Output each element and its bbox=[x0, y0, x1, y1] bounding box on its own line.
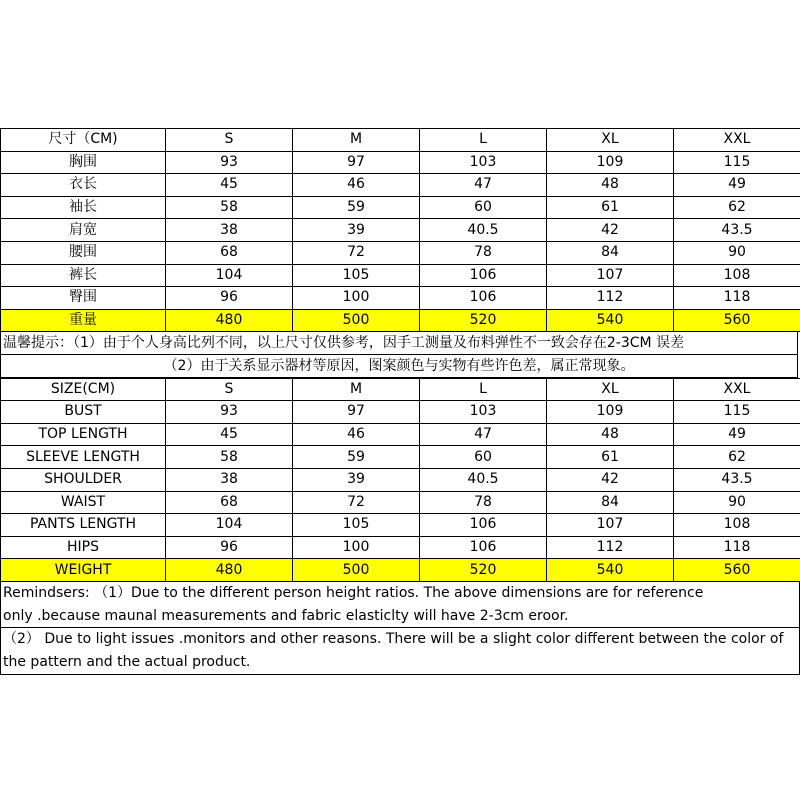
table-row bbox=[1, 309, 800, 332]
measurement-cell: 68 bbox=[166, 491, 293, 514]
chinese-note-2: （2）由于关系显示器材等原因，图案颜色与实物有些许色差，属正常现象。 bbox=[0, 355, 798, 378]
measurement-cell: 106 bbox=[420, 287, 547, 310]
table-row bbox=[1, 536, 800, 559]
table-row bbox=[1, 514, 800, 537]
size-header-cell: M bbox=[293, 378, 420, 401]
table-row bbox=[1, 151, 800, 174]
chinese-size-table bbox=[0, 128, 800, 332]
measurement-cell: 38 bbox=[166, 468, 293, 491]
measurement-cell: 118 bbox=[674, 287, 800, 310]
size-header-cell: M bbox=[293, 129, 420, 152]
size-header-cell: L bbox=[420, 378, 547, 401]
table-row bbox=[1, 559, 800, 582]
size-header-cell: S bbox=[166, 378, 293, 401]
size-header-cell: XXL bbox=[674, 129, 800, 152]
measurement-cell: 58 bbox=[166, 446, 293, 469]
measurement-cell: 112 bbox=[547, 536, 674, 559]
measurement-cell: 540 bbox=[547, 309, 674, 332]
measurement-cell: 103 bbox=[420, 401, 547, 424]
row-label: WEIGHT bbox=[1, 559, 166, 582]
table-row bbox=[1, 423, 800, 446]
row-label: 重量 bbox=[1, 309, 166, 332]
english-note-line-3: （2） Due to light issues .monitors and other reasons. There will be a slight color different between the color of bbox=[3, 631, 784, 648]
row-label: TOP LENGTH bbox=[1, 423, 166, 446]
measurement-cell: 520 bbox=[420, 309, 547, 332]
measurement-cell: 115 bbox=[674, 401, 800, 424]
measurement-cell: 100 bbox=[293, 536, 420, 559]
measurement-cell: 49 bbox=[674, 423, 800, 446]
row-label: PANTS LENGTH bbox=[1, 514, 166, 537]
measurement-cell: 38 bbox=[166, 219, 293, 242]
measurement-cell: 84 bbox=[547, 241, 674, 264]
measurement-cell: 45 bbox=[166, 174, 293, 197]
measurement-cell: 112 bbox=[547, 287, 674, 310]
table-row bbox=[1, 174, 800, 197]
measurement-cell: 118 bbox=[674, 536, 800, 559]
table-row bbox=[1, 219, 800, 242]
row-label: 胸围 bbox=[1, 151, 166, 174]
measurement-cell: 107 bbox=[547, 264, 674, 287]
measurement-cell: 72 bbox=[293, 241, 420, 264]
row-label: 腰围 bbox=[1, 241, 166, 264]
size-header-cell: XL bbox=[547, 378, 674, 401]
row-label: 袖长 bbox=[1, 196, 166, 219]
measurement-cell: 115 bbox=[674, 151, 800, 174]
measurement-cell: 46 bbox=[293, 423, 420, 446]
measurement-cell: 100 bbox=[293, 287, 420, 310]
measurement-cell: 103 bbox=[420, 151, 547, 174]
measurement-cell: 62 bbox=[674, 196, 800, 219]
table-row bbox=[1, 264, 800, 287]
measurement-cell: 106 bbox=[420, 514, 547, 537]
measurement-cell: 93 bbox=[166, 151, 293, 174]
measurement-cell: 61 bbox=[547, 196, 674, 219]
measurement-cell: 108 bbox=[674, 514, 800, 537]
measurement-cell: 39 bbox=[293, 219, 420, 242]
row-label: SLEEVE LENGTH bbox=[1, 446, 166, 469]
measurement-cell: 40.5 bbox=[420, 468, 547, 491]
size-header-cell: L bbox=[420, 129, 547, 152]
measurement-cell: 78 bbox=[420, 491, 547, 514]
size-header-cell: S bbox=[166, 129, 293, 152]
table-row bbox=[1, 287, 800, 310]
measurement-cell: 62 bbox=[674, 446, 800, 469]
measurement-cell: 68 bbox=[166, 241, 293, 264]
header-row bbox=[1, 378, 800, 401]
table-row bbox=[1, 491, 800, 514]
measurement-cell: 43.5 bbox=[674, 468, 800, 491]
measurement-cell: 90 bbox=[674, 241, 800, 264]
measurement-cell: 480 bbox=[166, 309, 293, 332]
row-label: 裤长 bbox=[1, 264, 166, 287]
row-label: BUST bbox=[1, 401, 166, 424]
measurement-cell: 96 bbox=[166, 536, 293, 559]
measurement-cell: 42 bbox=[547, 468, 674, 491]
measurement-cell: 540 bbox=[547, 559, 674, 582]
measurement-cell: 49 bbox=[674, 174, 800, 197]
measurement-cell: 104 bbox=[166, 264, 293, 287]
measurement-cell: 480 bbox=[166, 559, 293, 582]
measurement-cell: 59 bbox=[293, 446, 420, 469]
measurement-cell: 72 bbox=[293, 491, 420, 514]
measurement-cell: 48 bbox=[547, 423, 674, 446]
measurement-cell: 560 bbox=[674, 309, 800, 332]
measurement-cell: 105 bbox=[293, 264, 420, 287]
row-label: 肩宽 bbox=[1, 219, 166, 242]
row-label: WAIST bbox=[1, 491, 166, 514]
size-chart-sheet bbox=[0, 128, 800, 675]
size-column-header: 尺寸（CM) bbox=[1, 129, 166, 152]
measurement-cell: 105 bbox=[293, 514, 420, 537]
measurement-cell: 109 bbox=[547, 151, 674, 174]
measurement-cell: 39 bbox=[293, 468, 420, 491]
chinese-note-1: 温馨提示：（1）由于个人身高比列不同，以上尺寸仅供参考，因手工测量及布料弹性不一致会存在2-3CM 误差 bbox=[0, 332, 798, 355]
measurement-cell: 58 bbox=[166, 196, 293, 219]
measurement-cell: 47 bbox=[420, 174, 547, 197]
table-row bbox=[1, 468, 800, 491]
english-size-table bbox=[0, 378, 800, 582]
measurement-cell: 84 bbox=[547, 491, 674, 514]
measurement-cell: 90 bbox=[674, 491, 800, 514]
measurement-cell: 61 bbox=[547, 446, 674, 469]
measurement-cell: 59 bbox=[293, 196, 420, 219]
row-label: 衣长 bbox=[1, 174, 166, 197]
measurement-cell: 45 bbox=[166, 423, 293, 446]
measurement-cell: 106 bbox=[420, 536, 547, 559]
row-label: HIPS bbox=[1, 536, 166, 559]
table-row bbox=[1, 446, 800, 469]
measurement-cell: 520 bbox=[420, 559, 547, 582]
measurement-cell: 96 bbox=[166, 287, 293, 310]
measurement-cell: 43.5 bbox=[674, 219, 800, 242]
row-label: SHOULDER bbox=[1, 468, 166, 491]
table-row bbox=[1, 196, 800, 219]
measurement-cell: 97 bbox=[293, 151, 420, 174]
measurement-cell: 60 bbox=[420, 196, 547, 219]
measurement-cell: 40.5 bbox=[420, 219, 547, 242]
row-label: 臀围 bbox=[1, 287, 166, 310]
measurement-cell: 97 bbox=[293, 401, 420, 424]
measurement-cell: 500 bbox=[293, 309, 420, 332]
size-header-cell: XL bbox=[547, 129, 674, 152]
english-note-line-2: only .because maunal measurements and fabric elasticlty will have 2-3cm eroor. bbox=[1, 605, 799, 629]
measurement-cell: 560 bbox=[674, 559, 800, 582]
english-notes bbox=[0, 582, 800, 675]
size-column-header: SIZE(CM) bbox=[1, 378, 166, 401]
table-row bbox=[1, 241, 800, 264]
measurement-cell: 60 bbox=[420, 446, 547, 469]
measurement-cell: 46 bbox=[293, 174, 420, 197]
measurement-cell: 107 bbox=[547, 514, 674, 537]
measurement-cell: 93 bbox=[166, 401, 293, 424]
table-row bbox=[1, 401, 800, 424]
english-note-line-4: the pattern and the actual product. bbox=[3, 653, 251, 670]
measurement-cell: 48 bbox=[547, 174, 674, 197]
measurement-cell: 109 bbox=[547, 401, 674, 424]
measurement-cell: 500 bbox=[293, 559, 420, 582]
header-row bbox=[1, 129, 800, 152]
measurement-cell: 78 bbox=[420, 241, 547, 264]
size-header-cell: XXL bbox=[674, 378, 800, 401]
english-note-line-1: Remindsers: （1）Due to the different person height ratios. The above dimensions are for reference bbox=[3, 584, 704, 601]
measurement-cell: 106 bbox=[420, 264, 547, 287]
measurement-cell: 108 bbox=[674, 264, 800, 287]
measurement-cell: 47 bbox=[420, 423, 547, 446]
measurement-cell: 104 bbox=[166, 514, 293, 537]
measurement-cell: 42 bbox=[547, 219, 674, 242]
